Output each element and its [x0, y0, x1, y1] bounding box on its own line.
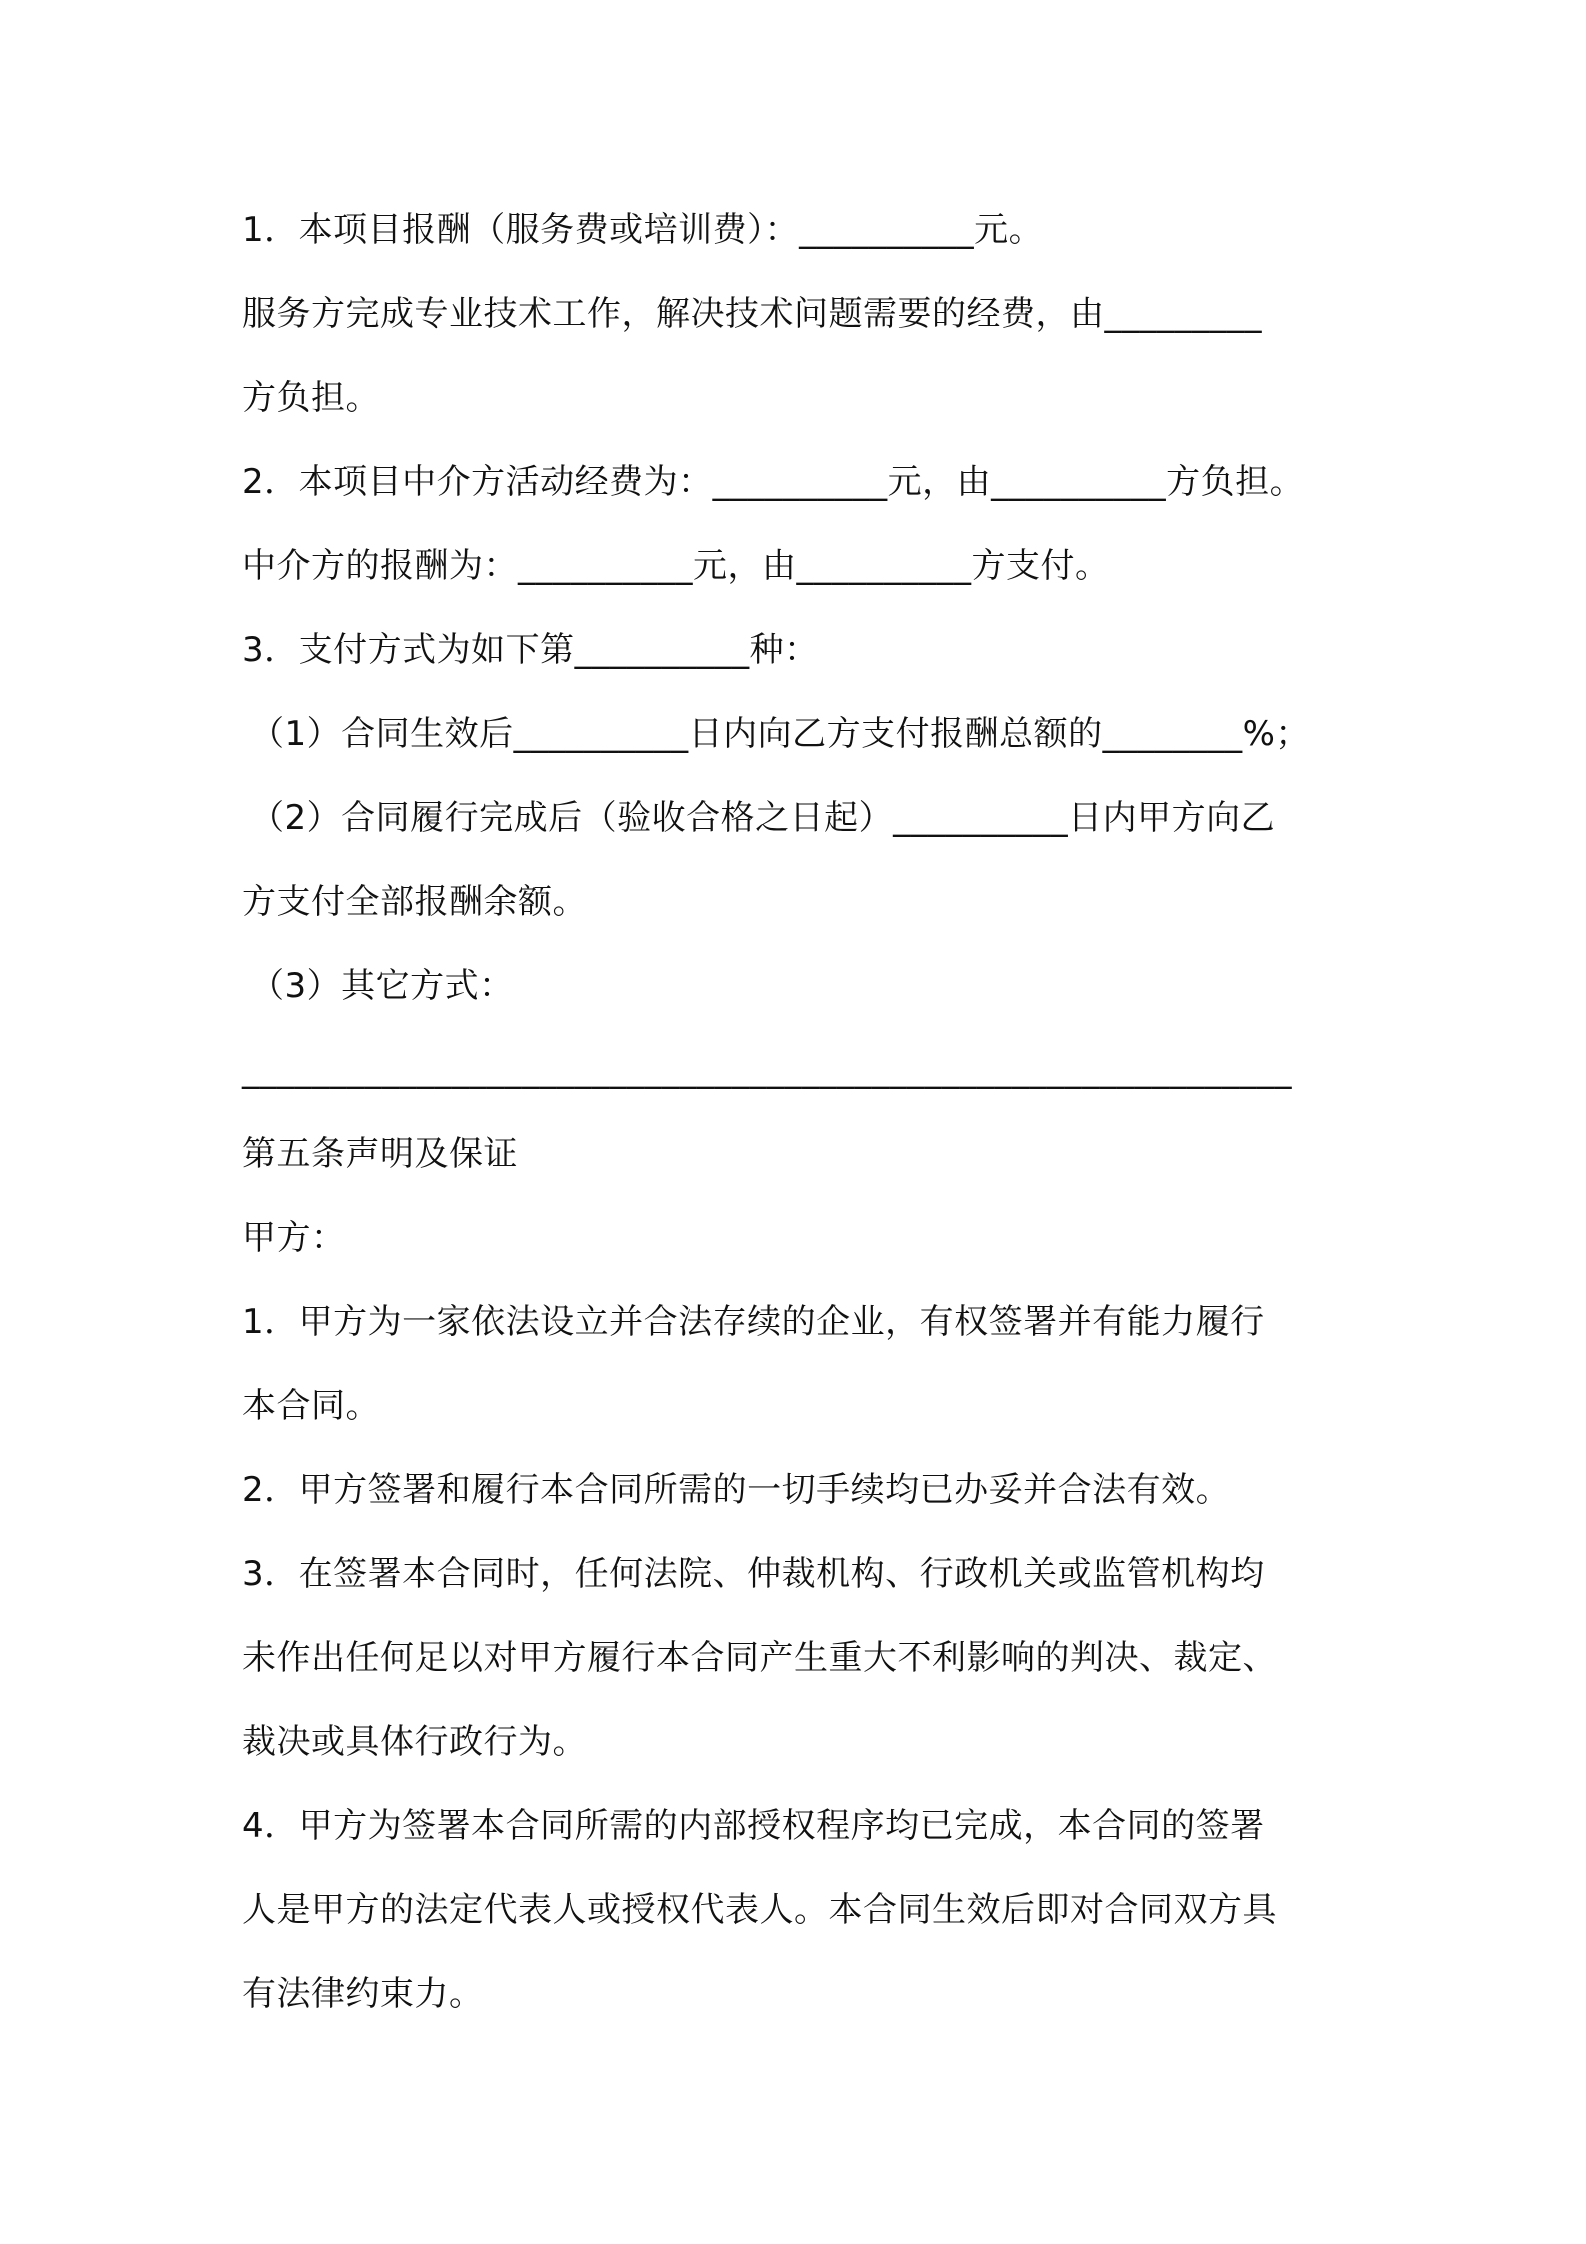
warranty-2-line: 2．甲方签署和履行本合同所需的一切手续均已办妥并合法有效。 — [242, 1470, 1231, 1510]
intermediary-reward-line: 中介方的报酬为：__________元，由__________方支付。 — [242, 546, 1110, 586]
payment-option-3: （3）其它方式： — [250, 966, 514, 1006]
warranty-1-line: 1．甲方为一家依法设立并合法存续的企业，有权签署并有能力履行 — [242, 1302, 1265, 1342]
payment-option-1: （1）合同生效后__________日内向乙方支付报酬总额的________%； — [250, 714, 1310, 754]
warranty-3-line: 3．在签署本合同时，任何法院、仲裁机构、行政机关或监管机构均 — [242, 1554, 1265, 1594]
payment-method-line: 3．支付方式为如下第__________种： — [242, 630, 819, 670]
payment-option-2-continuation: 方支付全部报酬余额。 — [242, 882, 587, 922]
payment-fee-line: 1．本项目报酬（服务费或培训费）：__________元。 — [242, 210, 1044, 250]
intermediary-expense-line: 2．本项目中介方活动经费为：__________元，由__________方负担。 — [242, 462, 1305, 502]
other-method-blank-line: ____________________________________________________________ — [242, 1050, 1292, 1090]
warranty-4-continuation-a: 人是甲方的法定代表人或授权代表人。本合同生效后即对合同双方具 — [242, 1890, 1277, 1930]
technical-expense-continuation: 方负担。 — [242, 378, 380, 418]
payment-option-2: （2）合同履行完成后（验收合格之日起）__________日内甲方向乙 — [250, 798, 1276, 838]
warranty-4-continuation-b: 有法律约束力。 — [242, 1974, 484, 2014]
warranty-3-continuation-b: 裁决或具体行政行为。 — [242, 1722, 587, 1762]
technical-expense-line: 服务方完成专业技术工作，解决技术问题需要的经费，由_________ — [242, 294, 1262, 334]
section-five-title: 第五条声明及保证 — [242, 1134, 518, 1174]
warranty-3-continuation-a: 未作出任何足以对甲方履行本合同产生重大不利影响的判决、裁定、 — [242, 1638, 1277, 1678]
warranty-4-line: 4．甲方为签署本合同所需的内部授权程序均已完成，本合同的签署 — [242, 1806, 1265, 1846]
party-a-label: 甲方： — [242, 1218, 346, 1258]
warranty-1-continuation: 本合同。 — [242, 1386, 380, 1426]
